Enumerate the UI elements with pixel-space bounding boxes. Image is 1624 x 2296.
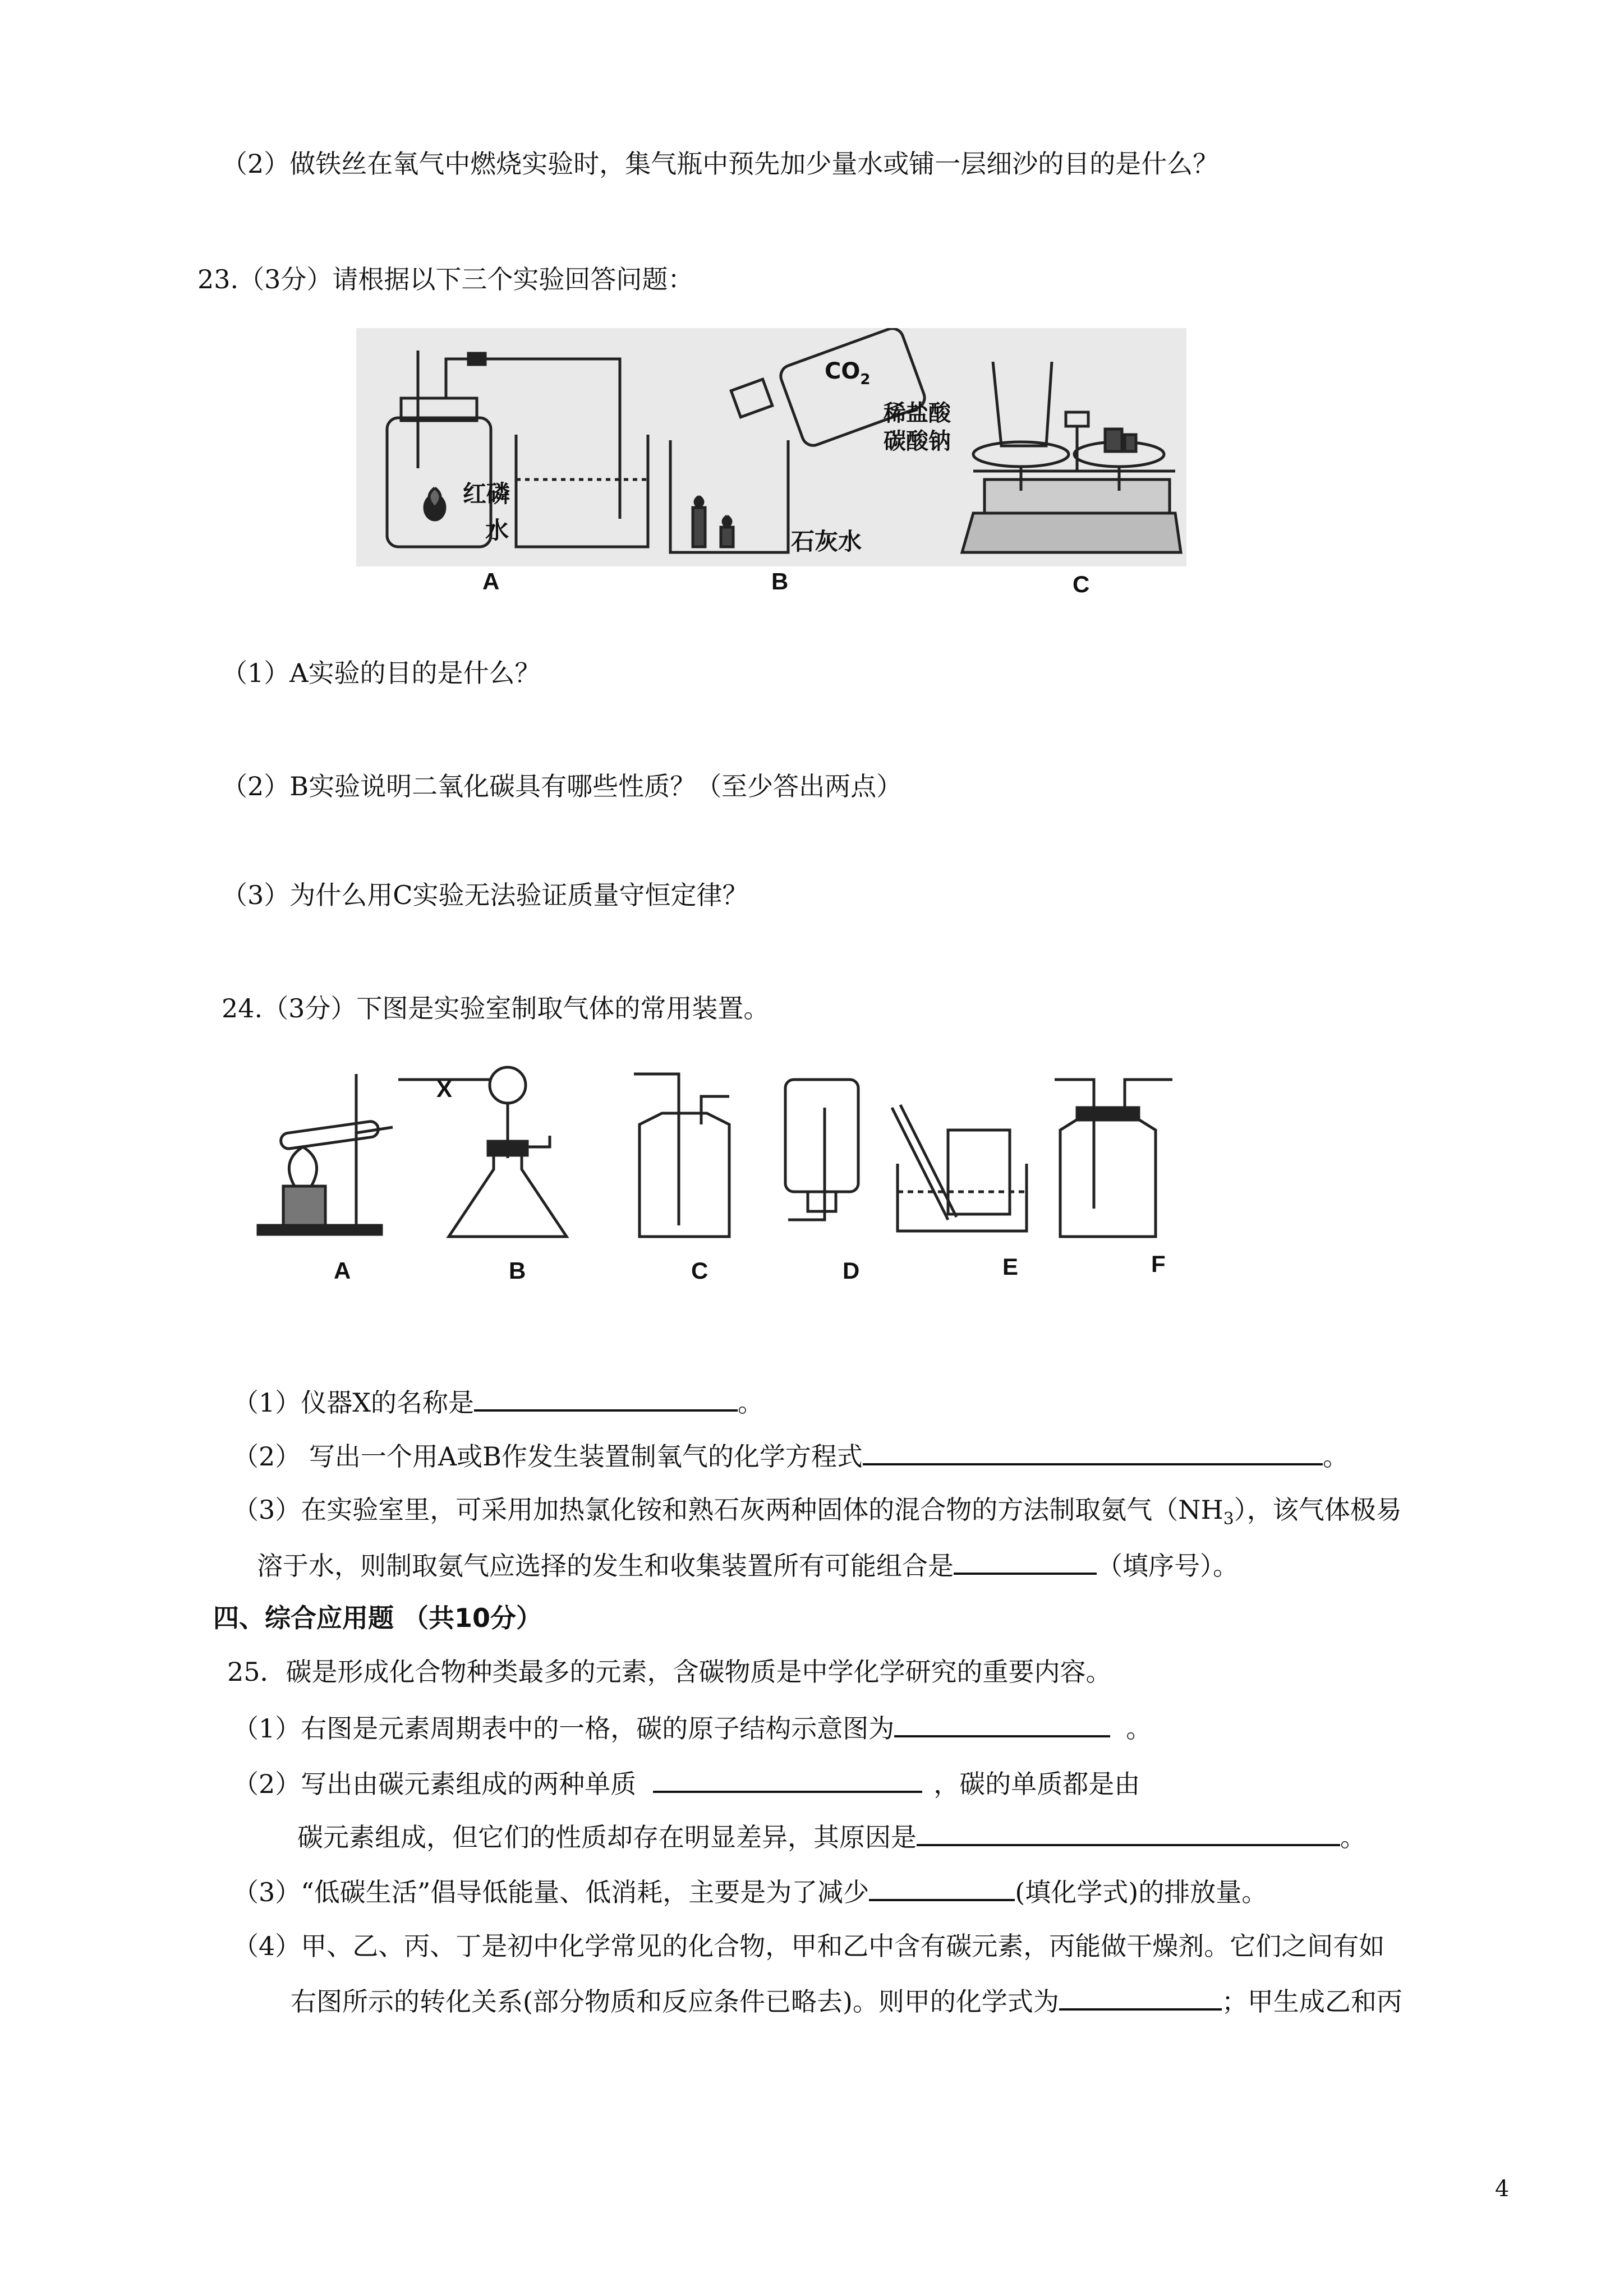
fig2-label-c: C	[691, 1257, 709, 1284]
label-water: 水	[485, 517, 509, 544]
gas-apparatus-svg	[247, 1063, 1257, 1276]
page-number: 4	[1495, 2176, 1510, 2202]
instrument-x-mark: X	[436, 1076, 453, 1102]
q24-stem: 24.（3分）下图是实验室制取气体的常用装置。	[222, 993, 770, 1023]
label-sodium-carbonate: 碳酸钠	[884, 428, 951, 454]
q24-part3-line2: 溶于水，则制取氨气应选择的发生和收集装置所有可能组合是 （填序号）。	[257, 1547, 1239, 1583]
q23-stem: 23.（3分）请根据以下三个实验回答问题：	[197, 264, 694, 294]
apparatus-e-trough	[892, 1105, 1027, 1231]
label-dilute-hcl: 稀盐酸	[884, 400, 951, 426]
answer-blank-oxygen-equation	[863, 1437, 1323, 1465]
fig1-label-a: A	[482, 568, 500, 594]
apparatus-c-bottle	[634, 1074, 729, 1237]
q25-part3: （3）“低碳生活”倡导低能量、低消耗，主要是为了减少 (填化学式)的排放量。	[233, 1873, 1267, 1909]
experiment-figure-svg	[356, 328, 1186, 566]
experiment-figure-abc	[356, 328, 1186, 566]
q23-part2: （2）B实验说明二氧化碳具有哪些性质？（至少答出两点）	[222, 771, 903, 801]
fig2-label-e: E	[1002, 1253, 1019, 1280]
q24-part1: （1）仪器X的名称是 。	[233, 1384, 763, 1419]
q24-part3-line1: （3）在实验室里，可采用加热氯化铵和熟石灰两种固体的混合物的方法制取氨气$(NH_3)$，该气体极易	[233, 1495, 1402, 1529]
apparatus-a	[387, 351, 648, 547]
q23-part1: （1）A实验的目的是什么？	[222, 658, 541, 688]
fig1-label-c: C	[1073, 571, 1090, 597]
q25-part2-line2: 碳元素组成，但它们的性质却存在明显差异，其原因是 。	[297, 1818, 1366, 1854]
apparatus-c	[962, 362, 1181, 552]
q24-part2: （2） 写出一个用A或B作发生装置制氧气的化学方程式 。	[233, 1437, 1349, 1473]
q22-part2: （2）做铁丝在氧气中燃烧实验时，集气瓶中预先加少量水或铺一层细沙的目的是什么？	[222, 149, 1219, 179]
answer-blank-difference-reason	[917, 1818, 1340, 1846]
apparatus-d-inverted	[785, 1080, 858, 1220]
q23-part3: （3）为什么用C实验无法验证质量守恒定律？	[222, 880, 748, 910]
q25-part2-line1: （2）写出由碳元素组成的两种单质 ，碳的单质都是由	[233, 1765, 1140, 1801]
q25-part4-line2: 右图所示的转化关系(部分物质和反应条件已略去)。则甲的化学式为 ；甲生成乙和丙	[291, 1983, 1402, 2018]
answer-blank-instrument-x	[474, 1384, 738, 1412]
answer-blank-apparatus-combo	[954, 1547, 1097, 1575]
label-co2: $CO_2$	[825, 358, 871, 388]
fig2-label-f: F	[1151, 1251, 1166, 1277]
q25-part4-line1: （4）甲、乙、丙、丁是初中化学常见的化合物，甲和乙中含有碳元素，丙能做干燥剂。它们之间有如	[233, 1931, 1385, 1961]
fig2-label-a: A	[334, 1257, 351, 1284]
answer-blank-formula	[869, 1873, 1015, 1901]
section-4-heading: 四、综合应用题 （共10分）	[213, 1603, 542, 1633]
fig2-label-b: B	[509, 1257, 526, 1284]
label-red-phosphorus: 红磷	[463, 480, 510, 508]
apparatus-b-flask	[398, 1067, 567, 1237]
label-limewater: 石灰水	[791, 528, 862, 555]
apparatus-a-heating	[258, 1074, 393, 1234]
gas-apparatus-figure	[247, 1063, 1257, 1276]
fig2-label-d: D	[843, 1257, 860, 1284]
q25-part1: （1）右图是元素周期表中的一格，碳的原子结构示意图为 。	[233, 1709, 1152, 1745]
answer-blank-carbon-structure	[894, 1709, 1110, 1737]
q25-stem: 25．碳是形成化合物种类最多的元素，含碳物质是中学化学研究的重要内容。	[227, 1657, 1112, 1687]
answer-blank-jia-formula	[1059, 1983, 1222, 2011]
answer-blank-carbon-allotropes	[653, 1765, 922, 1793]
apparatus-f-wash	[1055, 1080, 1172, 1237]
fig1-label-b: B	[771, 568, 789, 594]
